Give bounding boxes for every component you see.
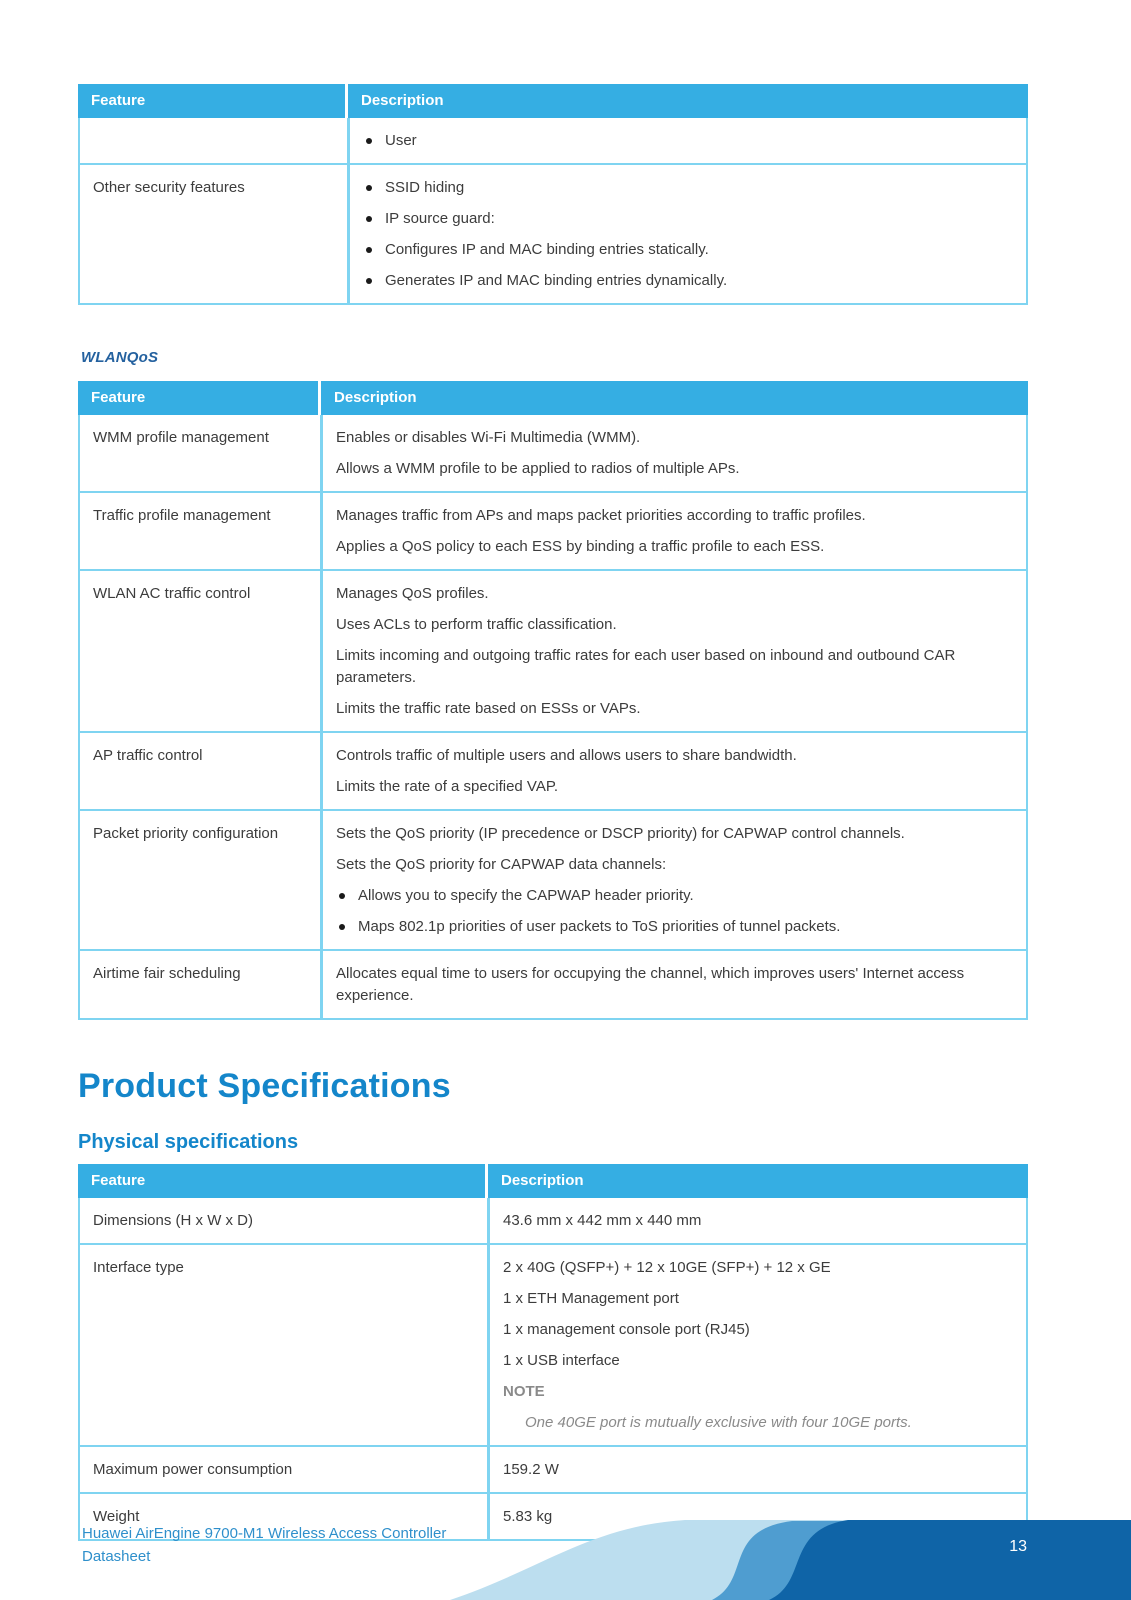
feature-text: AP traffic control <box>93 747 203 764</box>
table-row <box>80 163 1026 303</box>
description-paragraph: 159.2 W <box>503 1461 559 1478</box>
feature-text: Airtime fair scheduling <box>93 965 241 982</box>
description-paragraph: Enables or disables Wi-Fi Multimedia (WMM). <box>336 429 641 446</box>
table-row <box>80 731 1026 809</box>
feature-cell <box>80 1198 490 1243</box>
bullet-text: Generates IP and MAC binding entries dynamically. <box>385 272 728 289</box>
description-cell <box>323 733 1026 809</box>
description-paragraph: Limits the traffic rate based on ESSs or VAPs. <box>336 700 641 717</box>
column-header-feature: Feature <box>78 84 345 118</box>
feature-text: WMM profile management <box>93 429 269 446</box>
feature-text: Other security features <box>93 179 245 196</box>
feature-text: Packet priority configuration <box>93 825 279 842</box>
bullet-dot-icon <box>366 185 372 191</box>
description-paragraph: 43.6 mm x 442 mm x 440 mm <box>503 1212 702 1229</box>
page-number: 13 <box>1009 1538 1027 1555</box>
bullet-item <box>363 239 1012 261</box>
description-paragraph: Limits incoming and outgoing traffic rates for each user based on inbound and outbound CAR parameters. <box>336 647 956 686</box>
bullet-dot-icon <box>339 924 345 930</box>
feature-cell <box>80 118 350 163</box>
column-header-feature: Feature <box>78 381 318 415</box>
table-row <box>80 491 1026 569</box>
description-paragraph: 1 x ETH Management port <box>503 1290 679 1307</box>
description-paragraph: Allows a WMM profile to be applied to radios of multiple APs. <box>336 460 740 477</box>
description-cell <box>323 493 1026 569</box>
note-text: One 40GE port is mutually exclusive with four 10GE ports. <box>525 1414 912 1431</box>
page-content <box>78 0 1028 1541</box>
page-footer <box>0 1470 1131 1600</box>
bullet-item <box>363 177 1012 199</box>
description-cell <box>490 1245 1026 1445</box>
bullet-dot-icon <box>366 278 372 284</box>
description-cell <box>323 951 1026 1018</box>
table-row <box>80 569 1026 731</box>
description-cell <box>350 118 1026 163</box>
table-row <box>80 1198 1026 1243</box>
bullet-text: SSID hiding <box>385 179 465 196</box>
physical-specifications-heading: Physical specifications <box>78 1131 299 1153</box>
bullet-text: User <box>385 132 417 149</box>
column-header-description: Description <box>488 1164 1028 1198</box>
feature-text: Maximum power consumption <box>93 1461 293 1478</box>
description-paragraph: Limits the rate of a specified VAP. <box>336 778 559 795</box>
description-cell <box>323 415 1026 491</box>
wlanqos-section-heading: WLANQoS <box>81 349 159 366</box>
footer-title-line2: Datasheet <box>82 1548 151 1565</box>
description-paragraph: Controls traffic of multiple users and allows users to share bandwidth. <box>336 747 797 764</box>
feature-cell <box>80 165 350 303</box>
table-row <box>80 415 1026 491</box>
bullet-item <box>363 270 1012 292</box>
bullet-text: Allows you to specify the CAPWAP header priority. <box>358 887 694 904</box>
description-paragraph: 1 x USB interface <box>503 1352 620 1369</box>
feature-text: WLAN AC traffic control <box>93 585 251 602</box>
column-header-feature: Feature <box>78 1164 485 1198</box>
table-header-row <box>78 381 1028 415</box>
description-cell <box>323 571 1026 731</box>
bullet-text: Maps 802.1p priorities of user packets to ToS priorities of tunnel packets. <box>358 918 841 935</box>
bullet-dot-icon <box>339 893 345 899</box>
feature-text: Weight <box>93 1508 140 1525</box>
feature-cell <box>80 951 323 1018</box>
description-paragraph: Sets the QoS priority (IP precedence or DSCP priority) for CAPWAP control channels. <box>336 825 905 842</box>
table-row <box>80 1243 1026 1445</box>
bullet-item <box>336 885 1012 907</box>
table-body <box>78 118 1028 305</box>
table-row <box>80 118 1026 163</box>
description-paragraph: Manages traffic from APs and maps packet priorities according to traffic profiles. <box>336 507 866 524</box>
note-label: NOTE <box>503 1383 545 1400</box>
table-row <box>80 949 1026 1018</box>
feature-cell <box>80 415 323 491</box>
description-paragraph: 5.83 kg <box>503 1508 553 1525</box>
description-paragraph: 1 x management console port (RJ45) <box>503 1321 750 1338</box>
description-paragraph: Manages QoS profiles. <box>336 585 489 602</box>
wlanqos-table <box>78 381 1028 1020</box>
product-specifications-heading: Product Specifications <box>78 1067 451 1105</box>
bullet-text: Configures IP and MAC binding entries statically. <box>385 241 709 258</box>
description-cell <box>323 811 1026 949</box>
description-paragraph: 2 x 40G (QSFP+) + 12 x 10GE (SFP+) + 12 x GE <box>503 1259 831 1276</box>
bullet-item <box>363 130 1012 152</box>
description-paragraph: Uses ACLs to perform traffic classification. <box>336 616 617 633</box>
bullet-text: IP source guard: <box>385 210 495 227</box>
feature-cell <box>80 811 323 949</box>
description-paragraph: Applies a QoS policy to each ESS by binding a traffic profile to each ESS. <box>336 538 825 555</box>
feature-text: Dimensions (H x W x D) <box>93 1212 254 1229</box>
footer-title-line1: Huawei AirEngine 9700-M1 Wireless Access Controller <box>82 1525 447 1542</box>
feature-text: Interface type <box>93 1259 184 1276</box>
column-header-description: Description <box>348 84 1028 118</box>
table-row <box>80 809 1026 949</box>
bullet-dot-icon <box>366 216 372 222</box>
column-header-description: Description <box>321 381 1028 415</box>
table-body <box>78 415 1028 1020</box>
feature-cell <box>80 733 323 809</box>
bullet-item <box>363 208 1012 230</box>
description-cell <box>490 1198 1026 1243</box>
feature-cell <box>80 493 323 569</box>
feature-cell <box>80 1245 490 1445</box>
description-paragraph: Allocates equal time to users for occupying the channel, which improves users' Internet access experience. <box>336 965 965 1004</box>
bullet-item <box>336 916 1012 938</box>
feature-text: Traffic profile management <box>93 507 271 524</box>
description-paragraph: Sets the QoS priority for CAPWAP data channels: <box>336 856 667 873</box>
bullet-dot-icon <box>366 247 372 253</box>
footer-document-title <box>82 1522 446 1568</box>
bullet-dot-icon <box>366 138 372 144</box>
feature-cell <box>80 571 323 731</box>
security-features-table <box>78 84 1028 305</box>
description-cell <box>350 165 1026 303</box>
wave-dark-shape <box>769 1520 1131 1600</box>
table-header-row <box>78 1164 1028 1198</box>
table-header-row <box>78 84 1028 118</box>
